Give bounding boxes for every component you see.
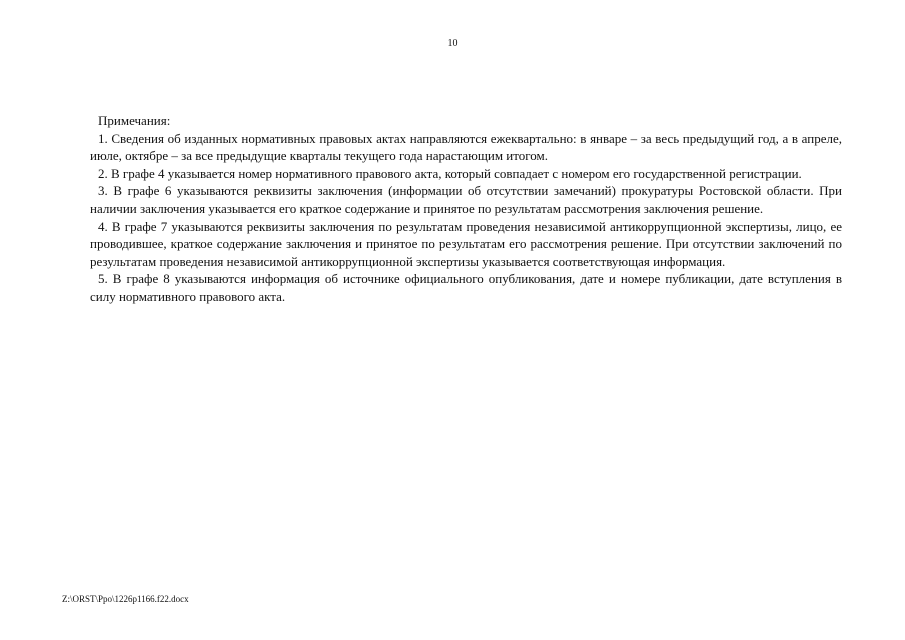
notes-title: Примечания: (98, 113, 171, 128)
note-item-5: 5. В графе 8 указываются информация об источнике официального опубликования, дате и номере публикации, дате вступления в силу нормативного правового акта. (90, 271, 842, 304)
note-item-3: 3. В графе 6 указываются реквизиты заключения (информации об отсутствии замечаний) прокуратуры Ростовской области. При наличии заключения указывается его краткое содержание и принятое по результатам рассмотрения заключения решение. (90, 183, 842, 216)
note-item-2: 2. В графе 4 указывается номер нормативного правового акта, который совпадает с номером его государственной регистрации. (98, 165, 802, 181)
note-item-4: 4. В графе 7 указываются реквизиты заключения по результатам проведения независимой антикоррупционной экспертизы, лицо, ее проводившее, краткое содержание заключения и принятое по результатам его рассмотрения решение. При отсутствии заключений по результатам проведения независимой антикоррупционной экспертизы указывается соответствующая информация. (90, 218, 842, 269)
notes-section (90, 112, 842, 306)
page-number: 10 (447, 38, 458, 49)
footer-file-path: Z:\ORST\Ppo\1226p1166.f22.docx (62, 594, 189, 604)
note-item-1: 1. Сведения об изданных нормативных правовых актах направляются ежеквартально: в январе – за весь предыдущий год, а в апреле, июле, октябре – за все предыдущие кварталы текущего года нарастающим итогом. (90, 130, 842, 164)
